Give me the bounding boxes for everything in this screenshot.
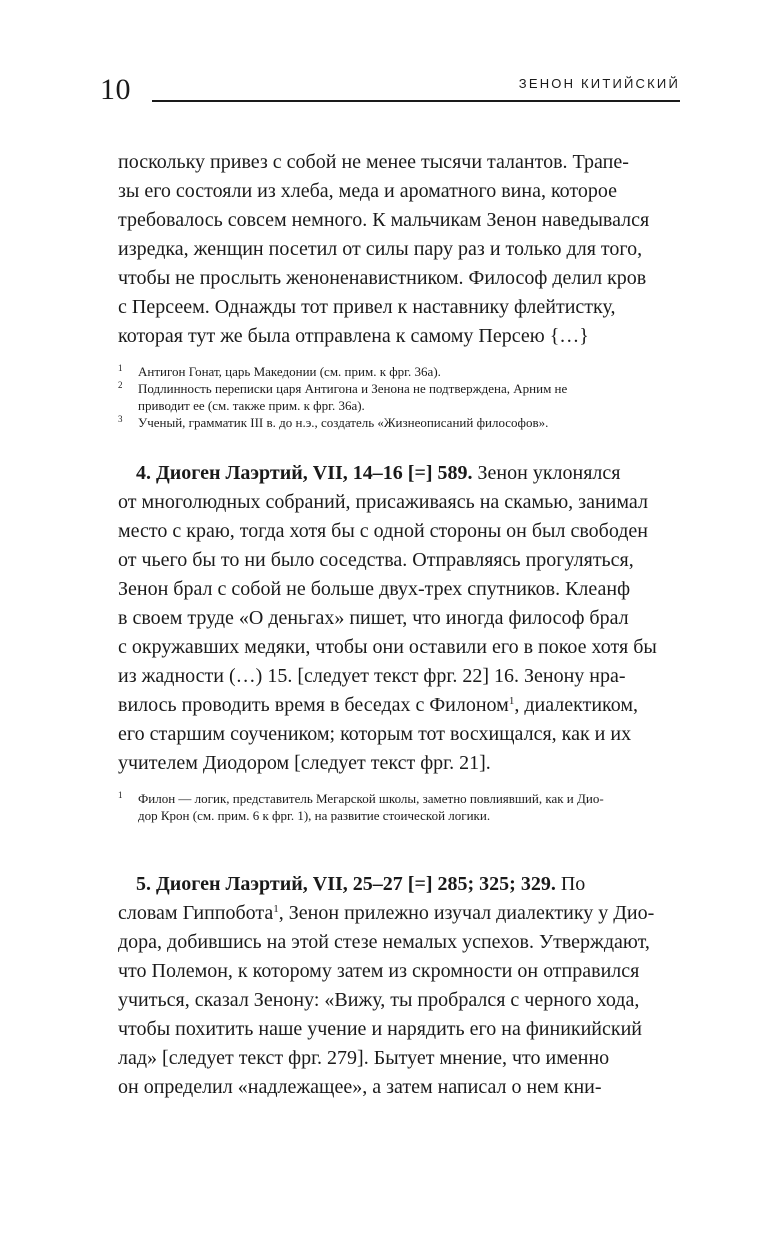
header-rule	[152, 100, 680, 102]
footnote-text: Антигон Гонат, царь Македонии (см. прим. к фрг. 36а).	[138, 364, 441, 379]
footnote-mark: 1	[118, 790, 123, 800]
text-fragment: словам Гиппобота	[118, 902, 274, 924]
text-line-with-note	[118, 899, 680, 928]
text-line: зы его состояли из хлеба, меда и ароматного вина, которое	[118, 180, 617, 202]
footnote-1	[118, 790, 680, 807]
text-fragment: вилось проводить время в беседах с Филоном	[118, 694, 509, 716]
section-4	[118, 459, 680, 824]
footnote-1-continued	[118, 807, 680, 824]
intro-paragraph	[118, 148, 680, 351]
text-line: место с краю, тогда хотя бы с одной стороны он был свободен	[118, 520, 649, 542]
text-line: чтобы похитить наше учение и нарядить его на финикийский	[118, 1018, 643, 1040]
page-number: 10	[100, 73, 131, 106]
text-line: с Персеем. Однажды тот привел к наставнику флейтистку,	[118, 296, 616, 318]
text-line: поскольку привез с собой не менее тысячи талантов. Трапе-	[118, 151, 629, 173]
footnote-3	[118, 414, 680, 431]
text-line: учителем Диодором [следует текст фрг. 21].	[118, 752, 491, 774]
footnote-1	[118, 363, 680, 380]
section-5-first-line	[118, 870, 680, 899]
text-line: от многолюдных собраний, присаживаясь на скамью, занимал	[118, 491, 648, 513]
text-fragment: Зенон уклонялся	[472, 462, 621, 484]
section-4-heading: 4. Диоген Лаэртий, VII, 14–16 [=] 589.	[136, 462, 473, 484]
footnote-text: приводит ее (см. также прим. к фрг. 36а).	[138, 398, 365, 413]
section-4-footnotes	[118, 790, 680, 824]
text-line: в своем труде «О деньгах» пишет, что иногда философ брал	[118, 607, 629, 629]
text-line: он определил «надлежащее», а затем написал о нем кни-	[118, 1076, 602, 1098]
text-fragment: По	[555, 873, 586, 895]
text-line: из жадности (…) 15. [следует текст фрг. 22] 16. Зенону нра-	[118, 665, 626, 687]
footnote-text: Подлинность переписки царя Антигона и Зенона не подтверждена, Арним не	[138, 381, 568, 396]
footnote-mark: 3	[118, 414, 123, 424]
page-body	[118, 148, 680, 1102]
text-line: дора, добившись на этой стезе немалых успехов. Утверждают,	[118, 931, 650, 953]
text-line: требовалось совсем немного. К мальчикам Зенон наведывался	[118, 209, 650, 231]
text-fragment: , Зенон прилежно изучал диалектику у Дио-	[278, 902, 655, 924]
footnote-text: Ученый, грамматик III в. до н.э., создатель «Жизнеописаний философов».	[138, 415, 549, 430]
text-line: учиться, сказал Зенону: «Вижу, ты пробрался с черного хода,	[118, 989, 640, 1011]
footnote-text: дор Крон (см. прим. 6 к фрг. 1), на развитие стоической логики.	[138, 808, 491, 823]
text-line: Зенон брал с собой не больше двух-трех спутников. Клеанф	[118, 578, 631, 600]
text-line: от чьего бы то ни было соседства. Отправляясь прогуляться,	[118, 549, 634, 571]
footnote-mark: 1	[118, 363, 123, 373]
footnote-mark: 2	[118, 380, 123, 390]
section-4-first-line	[118, 459, 680, 488]
running-title: ЗЕНОН КИТИЙСКИЙ	[518, 76, 680, 91]
section-5	[118, 870, 680, 1102]
footnote-reference: 1	[508, 695, 515, 707]
section-5-heading: 5. Диоген Лаэртий, VII, 25–27 [=] 285; 325; 329.	[136, 873, 556, 895]
footnote-2-continued	[118, 397, 680, 414]
text-fragment: , диалектиком,	[514, 694, 639, 716]
text-line: лад» [следует текст фрг. 279]. Бытует мнение, что именно	[118, 1047, 610, 1069]
text-line: которая тут же была отправлена к самому Персею {…}	[118, 325, 589, 347]
text-line: чтобы не прослыть женоненавистником. Философ делил кров	[118, 267, 647, 289]
text-line-with-note	[118, 691, 680, 720]
text-line: изредка, женщин посетил от силы пару раз и только для того,	[118, 238, 643, 260]
intro-footnotes	[118, 363, 680, 431]
text-line: что Полемон, к которому затем из скромности он отправился	[118, 960, 640, 982]
footnote-2	[118, 380, 680, 397]
text-line: с окружавших медяки, чтобы они оставили его в покое хотя бы	[118, 636, 657, 658]
text-line: его старшим соучеником; которым тот восхищался, как и их	[118, 723, 632, 745]
footnote-text: Филон — логик, представитель Мегарской школы, заметно повлиявший, как и Дио-	[138, 791, 604, 806]
footnote-reference: 1	[273, 903, 279, 915]
